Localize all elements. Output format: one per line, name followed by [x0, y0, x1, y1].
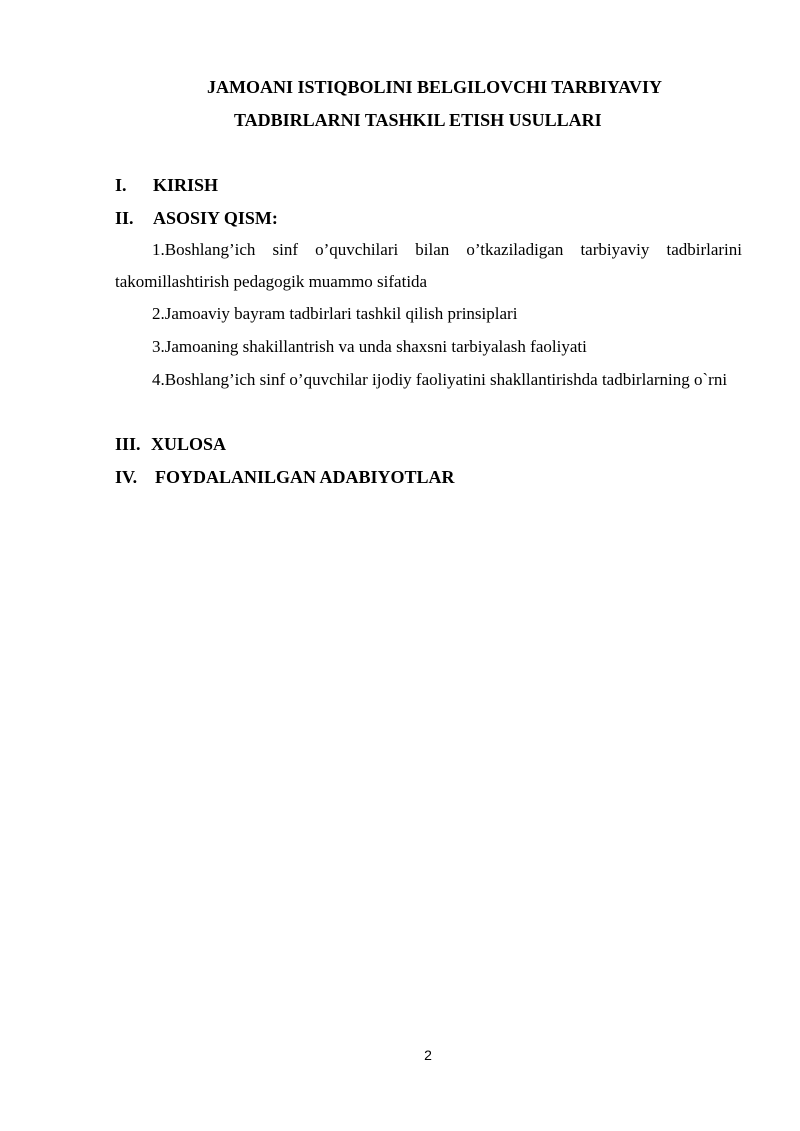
section-label: XULOSA — [151, 434, 227, 454]
section-number: III. — [115, 434, 141, 454]
section-heading-main — [115, 207, 278, 229]
subitem-3: 3.Jamoaning shakillantrish va unda shaxsni tarbiyalash faoliyati — [152, 337, 587, 356]
section-heading-references — [115, 466, 455, 488]
page-number: 2 — [424, 1047, 432, 1063]
section-label: FOYDALANILGAN ADABIYOTLAR — [155, 467, 455, 487]
document-title-line-2: TADBIRLARNI TASHKIL ETISH USULLARI — [234, 110, 602, 130]
section-number: I. — [115, 175, 127, 195]
section-label: KIRISH — [153, 175, 219, 195]
section-number: II. — [115, 208, 134, 228]
subitem-2: 2.Jamoaviy bayram tadbirlari tashkil qilish prinsiplari — [152, 304, 518, 323]
section-label: ASOSIY QISM: — [153, 208, 278, 228]
section-heading-conclusion — [115, 433, 226, 455]
document-title-line-1: JAMOANI ISTIQBOLINI BELGILOVCHI TARBIYAVIY — [207, 77, 662, 97]
subitem-1: 1.Boshlang’ich sinf o’quvchilari bilan o’tkaziladigan tarbiyaviy tadbirlarini takomillashtirish pedagogik muammo sifatida — [115, 240, 742, 291]
subitem-4: 4.Boshlang’ich sinf o’quvchilar ijodiy faoliyatini shakllantirishda tadbirlarning o`rni — [152, 370, 728, 389]
section-number: IV. — [115, 467, 138, 487]
section-heading-intro — [115, 174, 218, 196]
